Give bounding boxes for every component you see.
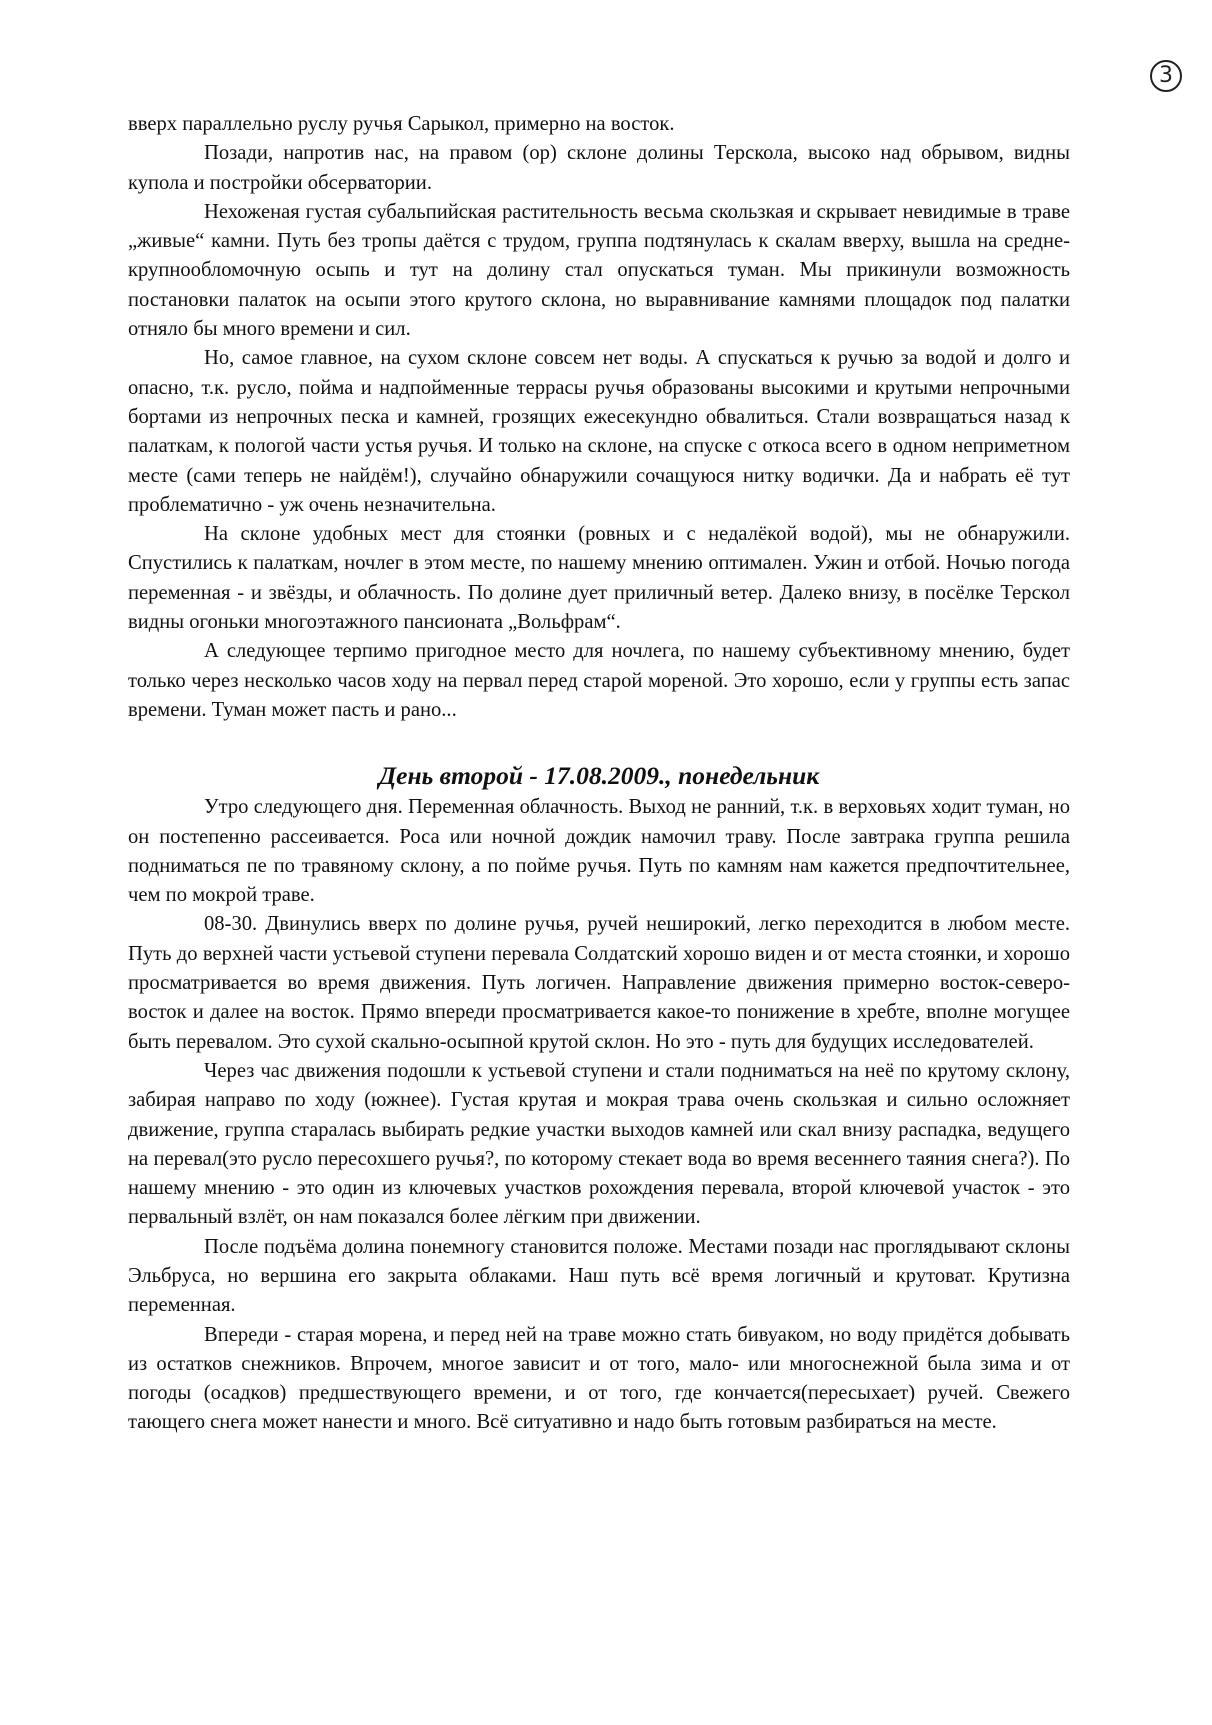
paragraph: Но, самое главное, на сухом склоне совсем нет воды. А спускаться к ручью за водой и долго и опасно, т.к. русло, пойма и надпойменные террасы ручья образованы высокими и крутыми непрочными бортами из непрочных песка и камней, грозящих ежесекундно обвалиться. Стали возвращаться назад к палаткам, к пологой части устья ручья. И только на склоне, на спуске с откоса всего в одном неприметном месте (сами теперь не найдём!), случайно обнаружили сочащуюся нитку водички. Да и набрать её тут проблематично - уж очень незначительна. [128, 347, 1070, 516]
paragraph: Утро следующего дня. Переменная облачность. Выход не ранний, т.к. в верховьях ходит туман, но он постепенно рассеивается. Роса или ночной дождик намочил траву. После завтрака группа решила подниматься пе по травяному склону, а по пойме ручья. Путь по камням нам кажется предпочтительнее, чем по мокрой траве. [128, 796, 1070, 907]
page-number: 3 [1150, 60, 1182, 92]
paragraph: вверх параллельно руслу ручья Сарыкол, примерно на восток. [128, 113, 675, 135]
document-body [128, 110, 1070, 1438]
paragraph: После подъёма долина понемногу становится положе. Местами позади нас проглядывают склоны Эльбруса, но вершина его закрыта облаками. Наш путь всё время логичный и крутоват. Крутизна переменная. [128, 1235, 1070, 1317]
paragraph: Нехоженая густая субальпийская растительность весьма скользкая и скрывает невидимые в траве „живые“ камни. Путь без тропы даётся с трудом, группа подтянулась к скалам вверху, вышла на средне-крупнообломочную осыпь и тут на долину стал опускаться туман. Мы прикинули возможность постановки палаток на осыпи этого крутого склона, но выравнивание камнями площадок под палатки отняло бы много времени и сил. [128, 200, 1070, 341]
paragraph: Впереди - старая морена, и перед ней на траве можно стать бивуаком, но воду придётся добывать из остатков снежников. Впрочем, многое зависит и от того, мало- или многоснежной была зима и от погоды (осадков) предшествующего времени, и от того, где кончается(пересыхает) ручей. Свежего тающего снега может нанести и много. Всё ситуативно и надо быть готовым разбираться на месте. [128, 1323, 1070, 1434]
paragraph: Через час движения подошли к устьевой ступени и стали подниматься на неё по крутому склону, забирая направо по ходу (южнее). Густая крутая и мокрая трава очень скользкая и сильно осложняет движение, группа старалась выбирать редкие участки выходов камней или скал внизу распадка, ведущего на перевал(это русло пересохшего ручья?, по которому стекает вода во время весеннего таяния снега?). По нашему мнению - это один из ключевых участков рохождения перевала, второй ключевой участок - это первальный взлёт, он нам показался более лёгким при движении. [128, 1059, 1070, 1229]
paragraph: Позади, напротив нас, на правом (ор) склоне долины Терскола, высоко над обрывом, видны купола и постройки обсерватории. [128, 142, 1070, 194]
section-heading: День второй - 17.08.2009., понедельник [378, 761, 820, 791]
paragraph: На склоне удобных мест для стоянки (ровных и с недалёкой водой), мы не обнаружили. Спустились к палаткам, ночлег в этом месте, по нашему мнению оптимален. Ужин и отбой. Ночью погода переменная - и звёзды, и облачность. По долине дует приличный ветер. Далеко внизу, в посёлке Терскол видны огоньки многоэтажного пансионата „Вольфрам“. [128, 523, 1070, 634]
paragraph: 08-30. Двинулись вверх по долине ручья, ручей неширокий, легко переходится в любом месте. Путь до верхней части устьевой ступени перевала Солдатский хорошо виден и от места стоянки, и хорошо просматривается во время движения. Путь логичен. Направление движения примерно восток-северо-восток и далее на восток. Прямо впереди просматривается какое-то понижение в хребте, вполне могущее быть перевалом. Это сухой скально-осыпной крутой склон. Но это - путь для будущих исследователей. [128, 913, 1070, 1053]
paragraph: А следующее терпимо пригодное место для ночлега, по нашему субъективному мнению, будет только через несколько часов ходу на первал перед старой мореной. Это хорошо, если у группы есть запас времени. Туман может пасть и рано... [128, 640, 1070, 721]
